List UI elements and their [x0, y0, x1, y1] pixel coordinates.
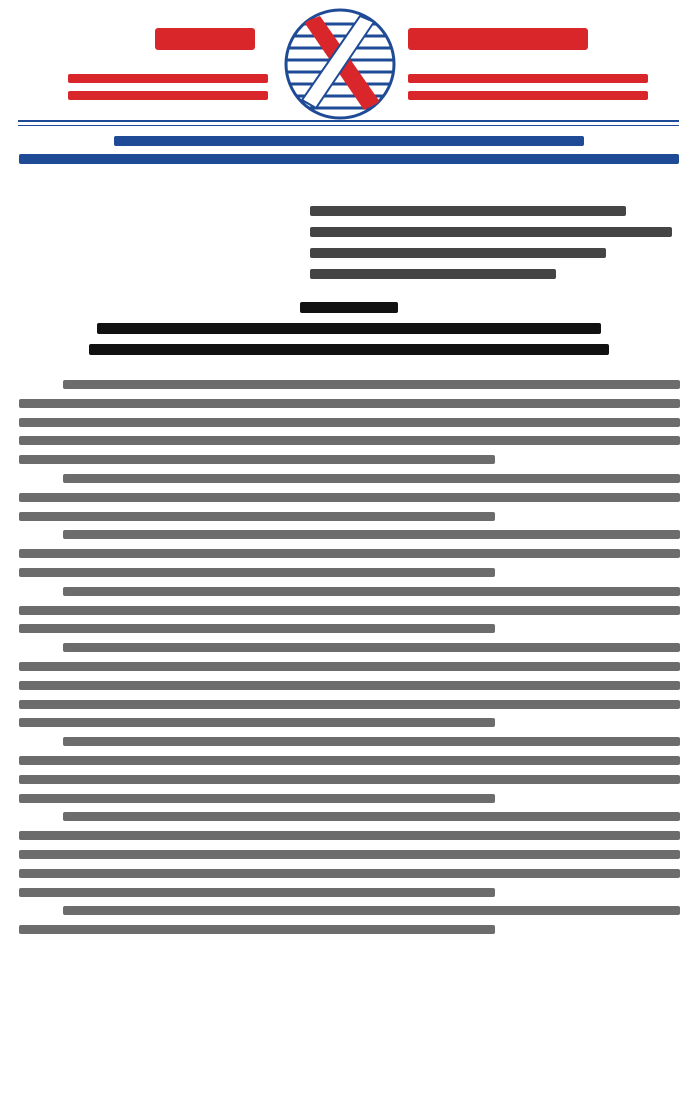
- address-line: [0, 136, 697, 146]
- text-line: [63, 530, 680, 539]
- addressee-line: [310, 248, 606, 258]
- letterhead-right: [408, 28, 658, 108]
- text-line: [19, 493, 680, 502]
- text-line: [19, 718, 495, 727]
- letterhead-right-subtitle-line: [408, 91, 648, 100]
- text-line: [63, 737, 680, 746]
- header-rule-thin: [18, 125, 679, 126]
- addressee-line: [310, 227, 672, 237]
- document-subtitle-line: [97, 323, 601, 334]
- text-line: [19, 549, 680, 558]
- body-paragraph: [19, 643, 680, 727]
- text-line: [19, 925, 495, 934]
- text-line: [19, 850, 680, 859]
- text-line: [19, 606, 680, 615]
- body-paragraph: [19, 812, 680, 896]
- header-rule: [18, 120, 679, 122]
- letterhead: [0, 0, 697, 122]
- text-line: [19, 399, 680, 408]
- text-line: [63, 587, 680, 596]
- body-paragraph: [19, 380, 680, 464]
- text-line: [63, 474, 680, 483]
- document-body: [19, 380, 680, 944]
- addressee-block: [310, 206, 680, 290]
- letterhead-left: [60, 28, 270, 108]
- letterhead-left-name: [155, 28, 255, 50]
- text-line: [19, 681, 680, 690]
- text-line: [63, 643, 680, 652]
- unity-logo-icon: [282, 6, 398, 122]
- document-title: [300, 302, 398, 313]
- text-line: [63, 380, 680, 389]
- body-paragraph: [19, 474, 680, 521]
- text-line: [19, 662, 680, 671]
- text-line: [19, 831, 680, 840]
- text-line: [19, 418, 680, 427]
- text-line: [63, 906, 680, 915]
- body-paragraph: [19, 530, 680, 577]
- letterhead-right-name: [408, 28, 588, 50]
- text-line: [19, 888, 495, 897]
- text-line: [19, 756, 680, 765]
- addressee-line: [310, 269, 556, 279]
- text-line: [19, 775, 680, 784]
- text-line: [19, 624, 495, 633]
- document-title-block: [0, 302, 697, 365]
- letterhead-left-subtitle-line: [68, 91, 268, 100]
- text-line: [19, 869, 680, 878]
- body-paragraph: [19, 737, 680, 802]
- body-paragraph: [19, 587, 680, 634]
- letterhead-left-subtitle-line: [68, 74, 268, 83]
- text-line: [19, 794, 495, 803]
- text-line: [19, 700, 680, 709]
- contacts-line: [0, 154, 697, 164]
- text-line: [19, 455, 495, 464]
- text-line: [19, 568, 495, 577]
- letterhead-right-subtitle-line: [408, 74, 648, 83]
- body-paragraph: [19, 906, 680, 934]
- addressee-line: [310, 206, 626, 216]
- document-subtitle-line: [89, 344, 609, 355]
- text-line: [63, 812, 680, 821]
- text-line: [19, 436, 680, 445]
- text-line: [19, 512, 495, 521]
